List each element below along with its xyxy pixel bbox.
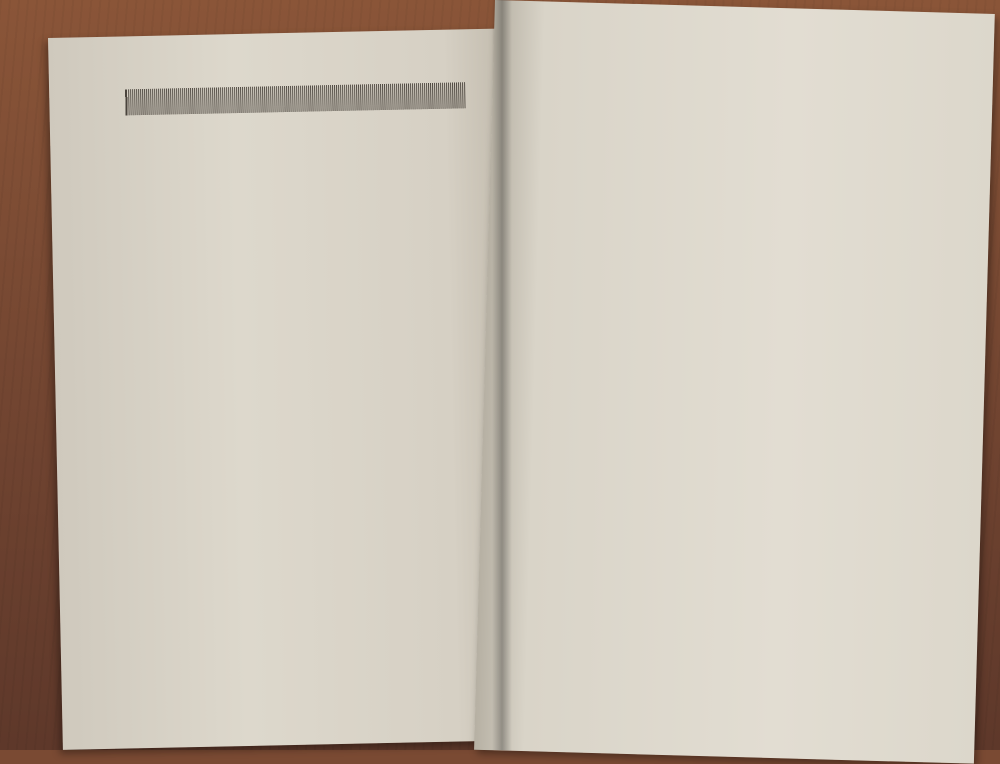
right-page — [474, 0, 995, 764]
book-gutter — [492, 0, 512, 750]
open-book — [40, 0, 985, 750]
left-page — [48, 28, 528, 750]
right-table-of-contents — [546, 33, 944, 44]
left-table-of-contents — [121, 85, 491, 119]
